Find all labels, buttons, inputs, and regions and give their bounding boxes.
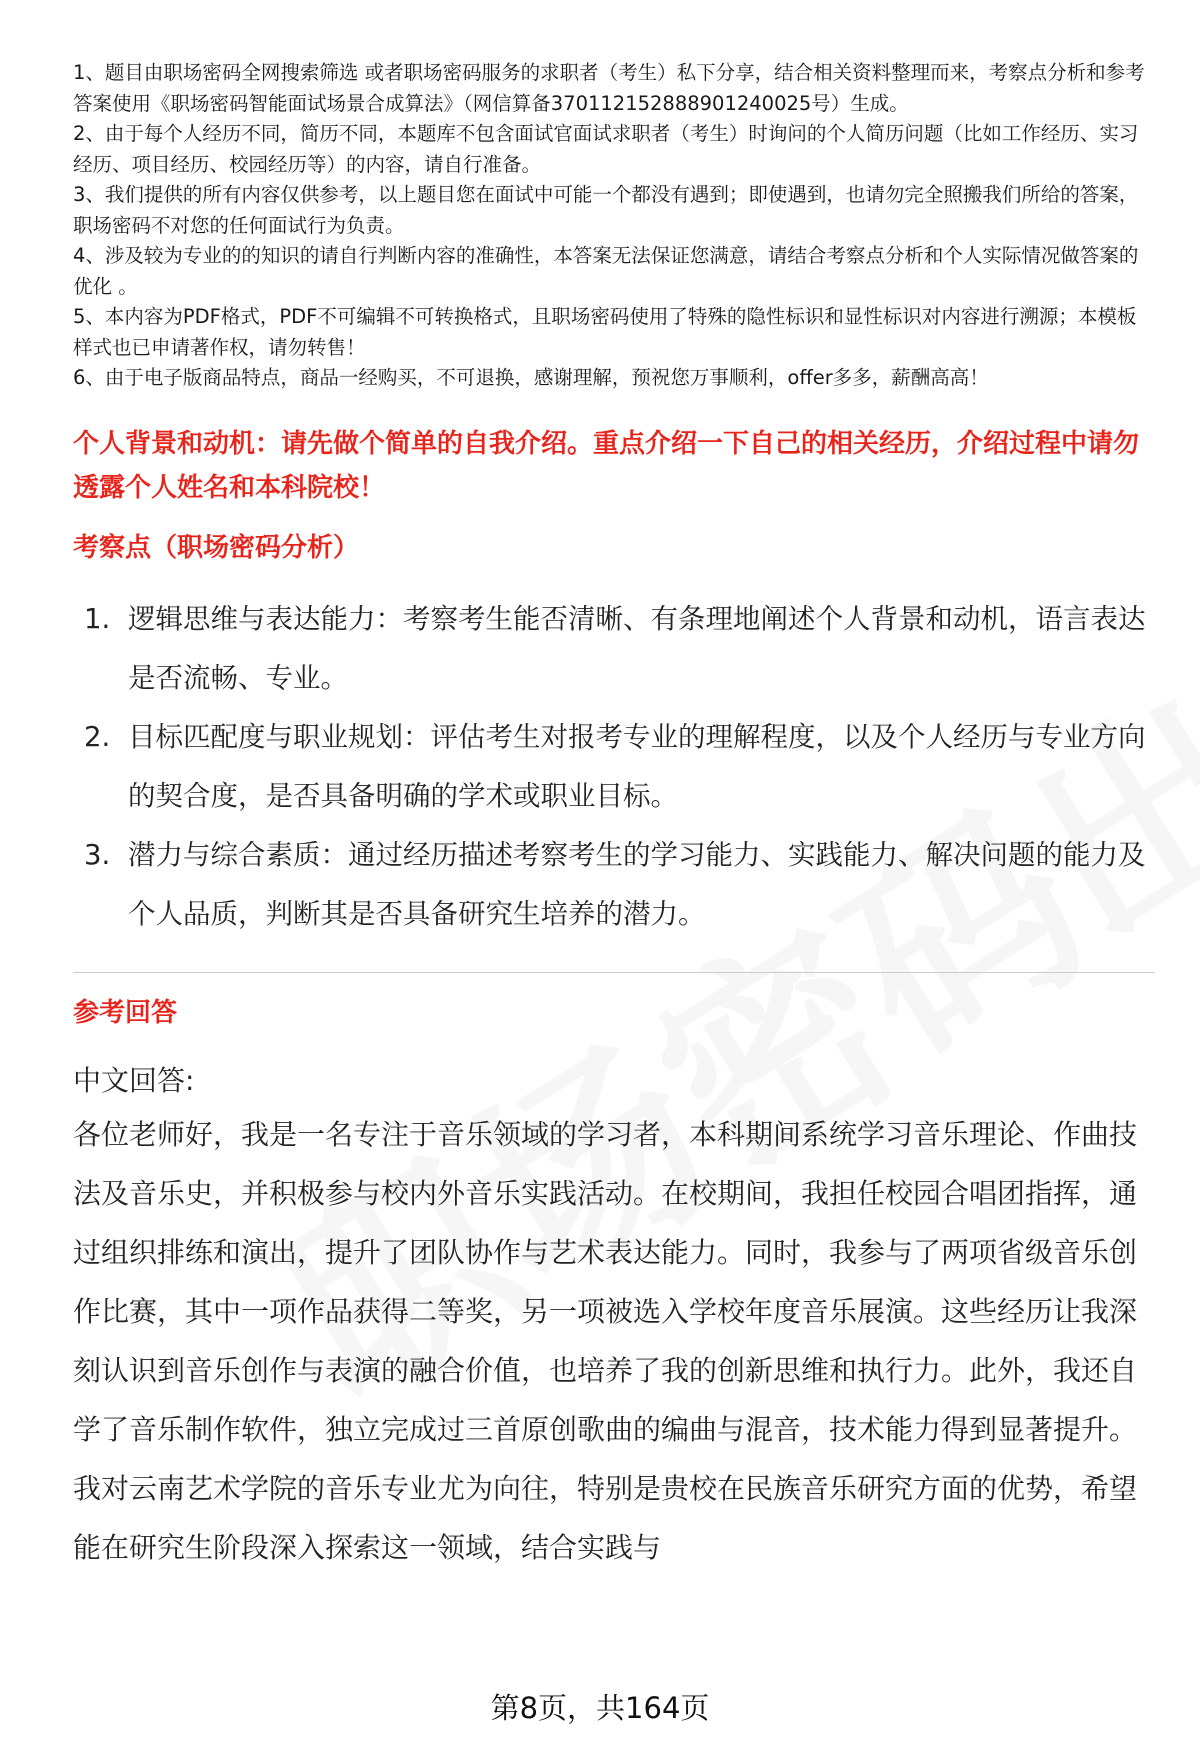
page-number: 第8页，共164页: [490, 1691, 710, 1725]
analysis-point: [73, 708, 1155, 826]
answer-title: 参考回答: [73, 997, 178, 1028]
answer-body: 各位老师好，我是一名专注于音乐领域的学习者，本科期间系统学习音乐理论、作曲技法及音乐史，并积极参与校内外音乐实践活动。在校期间，我担任校园合唱团指挥，通过组织排练和演出，提升了团队协作与艺术表达能力。同时，我参与了两项省级音乐创作比赛，其中一项作品获得二等奖，另一项被选入学校年度音乐展演。这些经历让我深刻认识到音乐创作与表演的融合价值，也培养了我的创新思维和执行力。此外，我还自学了音乐制作软件，独立完成过三首原创歌曲的编曲与混音，技术能力得到显著提升。我对云南艺术学院的音乐专业尤为向往，特别是贵校在民族音乐研究方面的优势，希望能在研究生阶段深入探索这一领域，结合实践与: [73, 1117, 1138, 1564]
disclaimer: [73, 58, 1155, 394]
point-text: 潜力与综合素质：通过经历描述考察考生的学习能力、实践能力、解决问题的能力及个人品质，判断其是否具备研究生培养的潜力。: [128, 838, 1146, 930]
disclaimer-item: 1、题目由职场密码全网搜索筛选 或者职场密码服务的求职者（考生）私下分享，结合相关资料整理而来，考察点分析和参考答案使用《职场密码智能面试场景合成算法》（网信算备370112152888901240025号）生成。: [73, 61, 1145, 115]
point-number: 1.: [84, 602, 111, 635]
point-number: 2.: [84, 720, 111, 753]
analysis-title: 考察点（职场密码分析）: [73, 532, 360, 563]
analysis-point: [73, 826, 1155, 944]
disclaimer-item: 5、本内容为PDF格式，PDF不可编辑不可转换格式，且职场密码使用了特殊的隐性标识和显性标识对内容进行溯源；本模板样式也已申请著作权，请勿转售！: [73, 305, 1137, 359]
point-text: 逻辑思维与表达能力：考察考生能否清晰、有条理地阐述个人背景和动机，语言表达是否流畅、专业。: [128, 602, 1146, 694]
page-content: [73, 58, 1155, 1577]
point-text: 目标匹配度与职业规划：评估考生对报考专业的理解程度，以及个人经历与专业方向的契合度，是否具备明确的学术或职业目标。: [128, 720, 1146, 812]
question-heading: 个人背景和动机：请先做个简单的自我介绍。重点介绍一下自己的相关经历，介绍过程中请勿透露个人姓名和本科院校！: [73, 428, 1140, 503]
section-divider: [73, 972, 1155, 973]
answer-label: 中文回答:: [73, 1063, 195, 1097]
analysis-points: [73, 590, 1155, 944]
disclaimer-item: 2、由于每个人经历不同，简历不同，本题库不包含面试官面试求职者（考生）时询问的个人简历问题（比如工作经历、实习经历、项目经历、校园经历等）的内容，请自行准备。: [73, 122, 1139, 176]
analysis-point: [73, 590, 1155, 708]
point-number: 3.: [84, 838, 111, 871]
disclaimer-item: 4、涉及较为专业的的知识的请自行判断内容的准确性，本答案无法保证您满意，请结合考察点分析和个人实际情况做答案的优化 。: [73, 244, 1139, 298]
disclaimer-item: 3、我们提供的所有内容仅供参考，以上题目您在面试中可能一个都没有遇到；即使遇到，也请勿完全照搬我们所给的答案，职场密码不对您的任何面试行为负责。: [73, 183, 1139, 237]
disclaimer-item: 6、由于电子版商品特点，商品一经购买，不可退换，感谢理解，预祝您万事顺利，offer多多，薪酬高高！: [73, 366, 989, 389]
